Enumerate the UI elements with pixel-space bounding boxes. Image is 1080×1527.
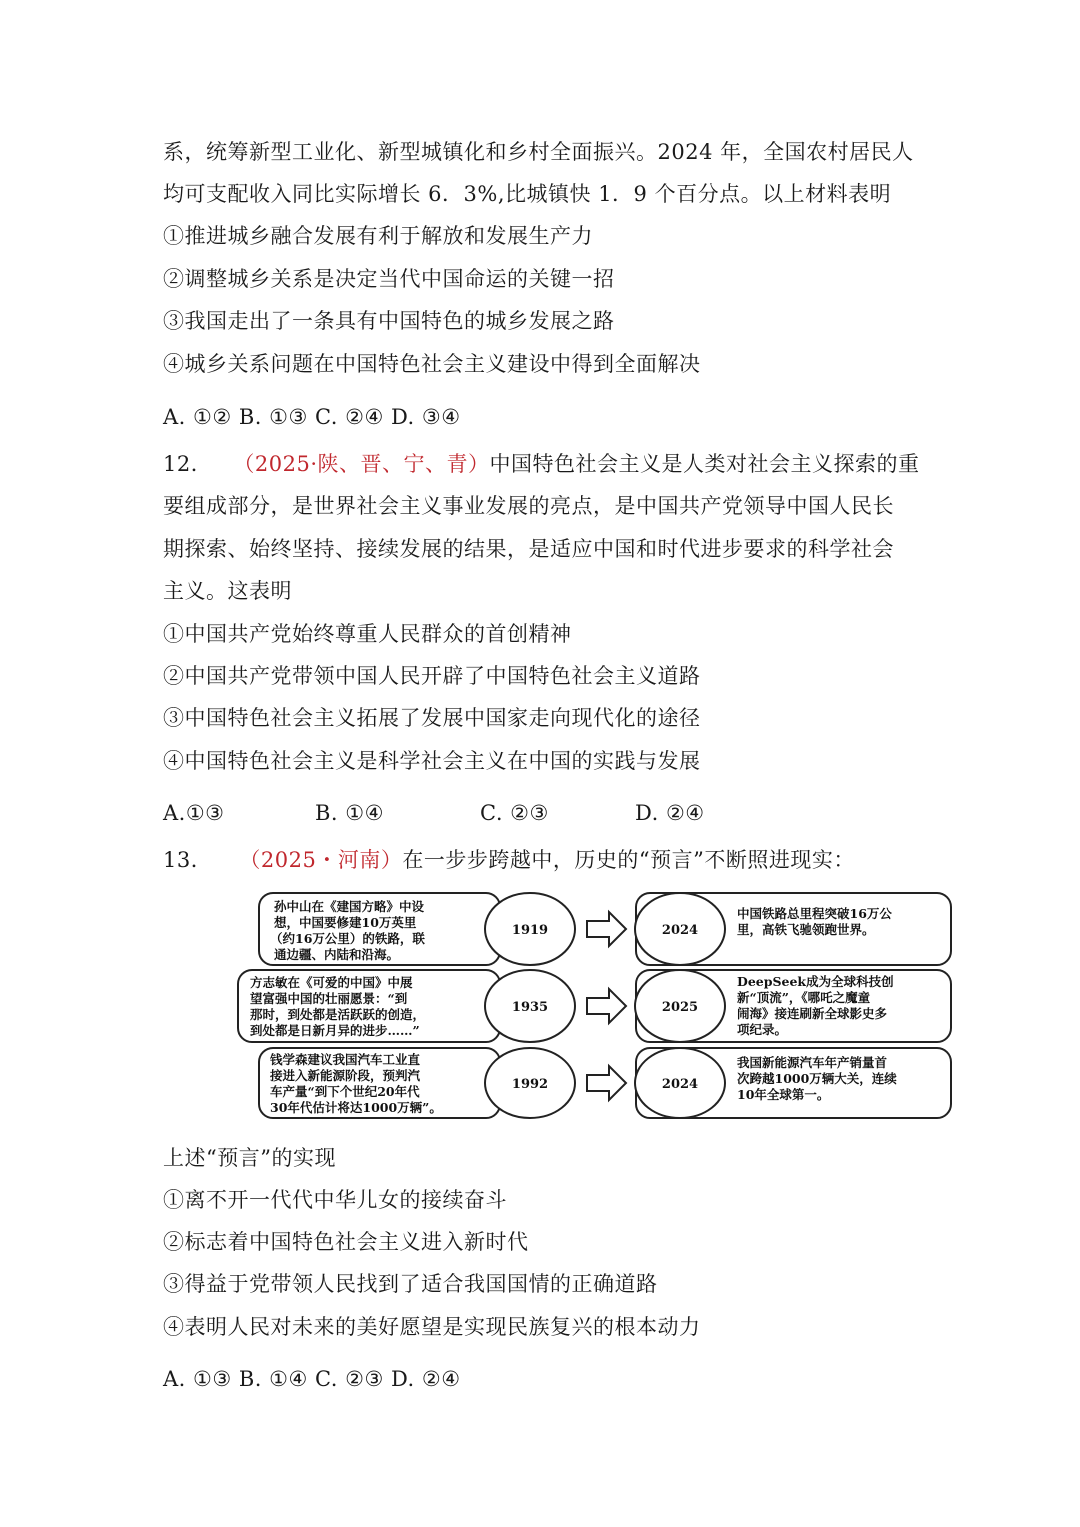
- reality-text: DeepSeek成为全球科技创 新“顶流”，《哪吒之魔童 闹海》接连刷新全球影史多 项纪录。: [737, 974, 894, 1037]
- q13-options: A. ①③ B. ①④ C. ②③ D. ②④: [163, 1367, 461, 1391]
- year-label: 1935: [511, 1000, 549, 1015]
- q13-item: ③得益于党带领人民找到了适合我国国情的正确道路: [163, 1272, 658, 1296]
- arrow-right-icon: [587, 989, 626, 1023]
- q13-item: ①离不开一代代中华儿女的接续奋斗: [163, 1188, 507, 1212]
- diagram-row: [259, 1048, 951, 1118]
- year-label: 2024: [661, 1077, 699, 1092]
- q12-item: ①中国共产党始终尊重人民群众的首创精神: [163, 622, 572, 646]
- question-number: 12．: [163, 452, 213, 476]
- q12-stem-text: 中国特色社会主义是人类对社会主义探索的重: [489, 452, 920, 476]
- q11-item: ③我国走出了一条具有中国特色的城乡发展之路: [163, 309, 615, 333]
- q12-stem-line: 要组成部分，是世界社会主义事业发展的亮点，是中国共产党领导中国人民长: [163, 494, 894, 518]
- year-label: 1992: [511, 1077, 549, 1092]
- q12-item: ②中国共产党带领中国人民开辟了中国特色社会主义道路: [163, 664, 701, 688]
- q13-item: ②标志着中国特色社会主义进入新时代: [163, 1230, 529, 1254]
- diagram-row: [259, 893, 951, 965]
- year-label: 1919: [511, 923, 549, 938]
- reality-text: 中国铁路总里程突破16万公 里，高铁飞驰领跑世界。: [737, 906, 892, 937]
- q12-stem-line: 期探索、始终坚持、接续发展的结果，是适应中国和时代进步要求的科学社会: [163, 537, 894, 561]
- q13-item: ④表明人民对未来的美好愿望是实现民族复兴的根本动力: [163, 1315, 701, 1339]
- q11-item: ②调整城乡关系是决定当代中国命运的关键一招: [163, 267, 615, 291]
- q12-item: ④中国特色社会主义是科学社会主义在中国的实践与发展: [163, 749, 701, 773]
- option-a: A.①③: [163, 801, 225, 825]
- q12-stem-line: 主义。这表明: [163, 579, 292, 603]
- prophecy-text: 钱学森建议我国汽车工业直 接进入新能源阶段，预判汽 车产量“到下个世纪20年代 30年代估计将达1000万辆”。: [270, 1052, 442, 1115]
- prophecy-text: 孙中山在《建国方略》中设 想，中国要修建10万英里 （约16万公里）的铁路，联 通边疆、内陆和沿海。: [270, 899, 425, 962]
- q11-item: ④城乡关系问题在中国特色社会主义建设中得到全面解决: [163, 352, 701, 376]
- year-label: 2025: [661, 1000, 699, 1015]
- year-label: 2024: [661, 923, 699, 938]
- option-d: D. ②④: [635, 801, 705, 825]
- arrow-right-icon: [587, 1066, 626, 1100]
- question-source: （2025・河南）: [239, 848, 403, 872]
- q12-item: ③中国特色社会主义拓展了发展中国家走向现代化的途径: [163, 706, 701, 730]
- question-source: （2025·陕、晋、宁、青）: [233, 452, 490, 476]
- diagram-row: [238, 970, 951, 1042]
- q11-options: A. ①② B. ①③ C. ②④ D. ③④: [163, 405, 461, 429]
- q13-stem-text: 在一步步跨越中，历史的“预言”不断照进现实：: [402, 848, 855, 872]
- q13-prompt: 上述“预言”的实现: [163, 1146, 336, 1170]
- reality-text: 我国新能源汽车年产销量首 次跨越1000万辆大关，连续 10年全球第一。: [737, 1055, 897, 1102]
- option-b: B. ①④: [315, 801, 384, 825]
- prophecy-text: 方志敏在《可爱的中国》中展 望富强中国的壮丽愿景：“到 那时，到处都是活跃跃的创造， 到处都是日新月异的进步……”: [250, 975, 426, 1038]
- arrow-right-icon: [587, 912, 626, 946]
- q11-stem-line: 均可支配收入同比实际增长 6．3%,比城镇快 1．9 个百分点。以上材料表明: [163, 182, 892, 206]
- q11-stem-line: 系，统筹新型工业化、新型城镇化和乡村全面振兴。2024 年，全国农村居民人: [163, 140, 914, 164]
- option-c: C. ②③: [480, 801, 549, 825]
- q11-item: ①推进城乡融合发展有利于解放和发展生产力: [163, 224, 593, 248]
- question-number: 13．: [163, 848, 213, 872]
